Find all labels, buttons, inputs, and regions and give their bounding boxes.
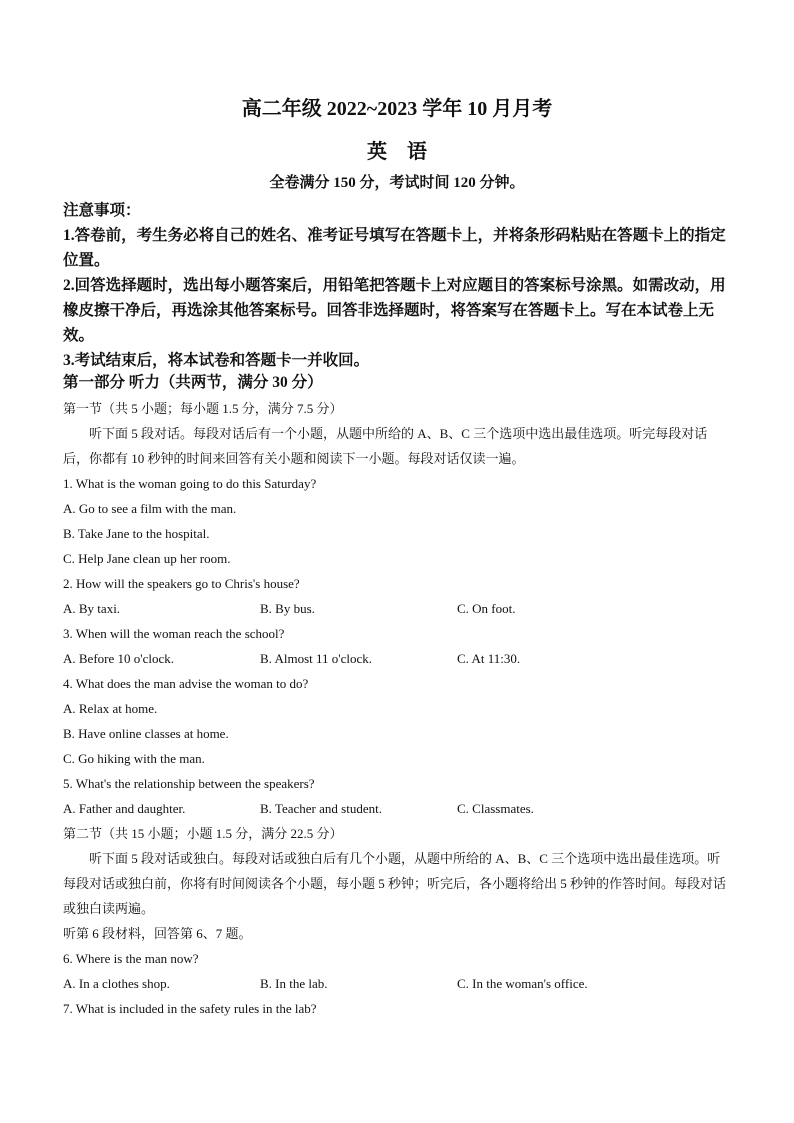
question-7: 7. What is included in the safety rules in the lab? <box>63 1001 317 1016</box>
option-4b: B. Have online classes at home. <box>63 726 229 741</box>
section2-instructions: 听下面 5 段对话或独白。每段对话或独白后有几个小题，从题中所给的 A、B、C 三个选项中选出最佳选项。听每段对话或独白前，你将有时间阅读各个小题，每小题 5 秒钟；听完后，各小题将给出 5 秒钟的作答时间。每段对话或独白读两遍。 <box>63 851 727 916</box>
option-6b: B. In the lab. <box>260 976 328 991</box>
score-info: 全卷满分 150 分，考试时间 120 分钟。 <box>269 175 525 191</box>
question-5: 5. What's the relationship between the speakers? <box>63 776 315 791</box>
option-3a: A. Before 10 o'clock. <box>63 651 175 666</box>
option-1a: A. Go to see a film with the man. <box>63 501 237 516</box>
question-4: 4. What does the man advise the woman to do? <box>63 676 309 691</box>
section1-instructions: 听下面 5 段对话。每段对话后有一个小题，从题中所给的 A、B、C 三个选项中选出最佳选项。听完每段对话后，你都有 10 秒钟的时间来回答有关小题和阅读下一小题。每段对话仅读一遍。 <box>63 426 708 466</box>
options-row-2 <box>63 596 733 621</box>
option-5b: B. Teacher and student. <box>260 801 382 816</box>
option-3c: C. At 11:30. <box>457 651 521 666</box>
option-5a: A. Father and daughter. <box>63 801 186 816</box>
option-6a: A. In a clothes shop. <box>63 976 170 991</box>
question-3: 3. When will the woman reach the school? <box>63 626 285 641</box>
option-4a: A. Relax at home. <box>63 701 158 716</box>
question-2: 2. How will the speakers go to Chris's house? <box>63 576 300 591</box>
question-6: 6. Where is the man now? <box>63 951 199 966</box>
option-1b: B. Take Jane to the hospital. <box>63 526 210 541</box>
part1-heading: 第一部分 听力（共两节，满分 30 分） <box>63 374 323 391</box>
option-4c: C. Go hiking with the man. <box>63 751 205 766</box>
material-note: 听第 6 段材料，回答第 6、7 题。 <box>63 926 252 941</box>
subject-title: 英语 <box>367 141 447 163</box>
note-item: 1.答卷前，考生务必将自己的姓名、准考证号填写在答题卡上，并将条形码粘贴在答题卡上的指定位置。 <box>63 227 726 269</box>
notes-block <box>63 198 733 373</box>
section2-heading: 第二节（共 15 小题；小题 1.5 分，满分 22.5 分） <box>63 826 343 841</box>
options-row-5 <box>63 796 733 821</box>
option-6c: C. In the woman's office. <box>457 976 588 991</box>
option-2c: C. On foot. <box>457 601 516 616</box>
note-item: 3.考试结束后，将本试卷和答题卡一并收回。 <box>63 352 370 369</box>
option-5c: C. Classmates. <box>457 801 534 816</box>
note-item: 2.回答选择题时，选出每小题答案后，用铅笔把答题卡上对应题目的答案标号涂黑。如需改动，用橡皮擦干净后，再选涂其他答案标号。回答非选择题时，将答案写在答题卡上。写在本试卷上无效。 <box>63 277 726 344</box>
option-2a: A. By taxi. <box>63 601 121 616</box>
option-2b: B. By bus. <box>260 601 315 616</box>
options-row-6 <box>63 971 733 996</box>
question-1: 1. What is the woman going to do this Saturday? <box>63 476 317 491</box>
notes-heading: 注意事项： <box>63 202 141 219</box>
exam-title: 高二年级 2022~2023 学年 10 月月考 <box>241 98 553 120</box>
section1-heading: 第一节（共 5 小题；每小题 1.5 分，满分 7.5 分） <box>63 401 343 416</box>
option-1c: C. Help Jane clean up her room. <box>63 551 231 566</box>
listening-section <box>63 396 733 1021</box>
options-row-3 <box>63 646 733 671</box>
option-3b: B. Almost 11 o'clock. <box>260 651 372 666</box>
